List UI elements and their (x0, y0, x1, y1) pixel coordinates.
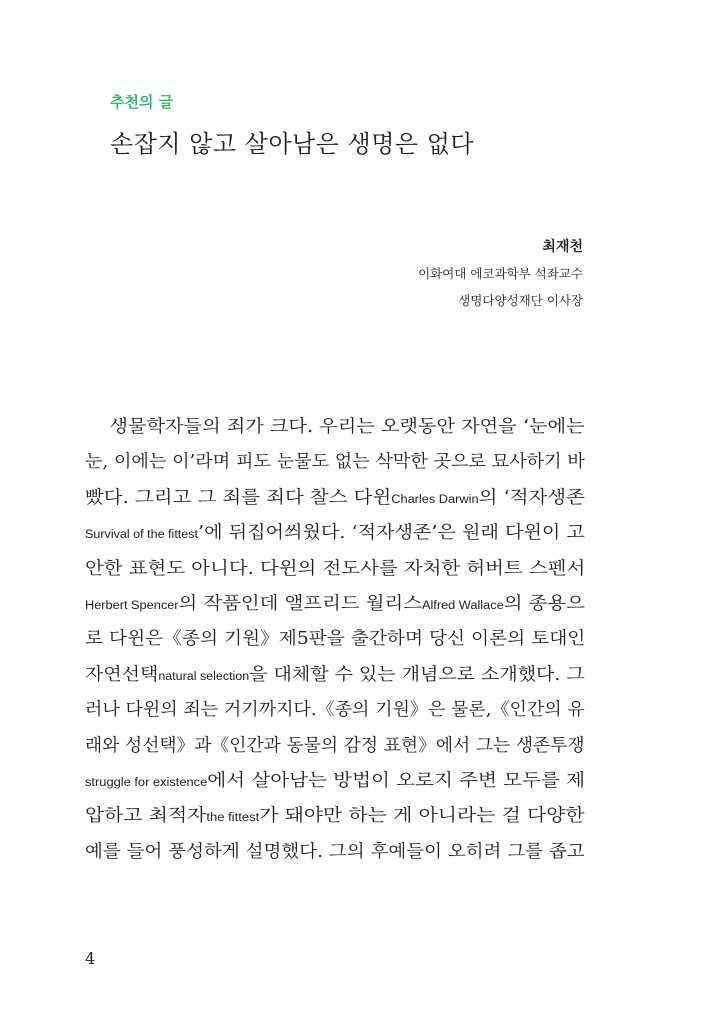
author-affiliation: 생명다양성재단 이사장 (458, 293, 583, 308)
text-segment: 러나 다윈의 죄는 거기까지다.《종의 기원》은 물론,《인간의 유 (85, 700, 585, 721)
english-gloss: struggle for existence (85, 776, 208, 789)
text-segment: 의 ‘적자생존 (478, 487, 585, 508)
text-line (85, 799, 585, 834)
text-line (85, 445, 585, 480)
author-affiliation: 이화여대 에코과학부 석좌교수 (418, 266, 583, 281)
text-line (85, 658, 585, 693)
english-gloss: the fittest (206, 812, 260, 825)
text-segment: ’에 뒤집어씌웠다. ‘적자생존’은 원래 다윈이 고 (198, 523, 585, 544)
text-line (85, 764, 585, 799)
section-label: 추천의 글 (110, 93, 174, 111)
text-segment: 안한 표현도 아니다. 다윈의 전도사를 자처한 허버트 스펜서 (85, 558, 586, 579)
text-segment: 눈, 이에는 이’라며 피도 눈물도 없는 삭막한 곳으로 묘사하기 바 (85, 452, 585, 473)
text-segment: 압하고 최적자 (85, 806, 207, 827)
text-segment: 빴다. 그리고 그 죄를 죄다 찰스 다윈 (85, 487, 392, 508)
page-number: 4 (85, 949, 96, 968)
text-line (85, 622, 585, 657)
text-segment: 자연선택 (85, 664, 159, 685)
text-segment: 의 작품인데 앨프리드 월리스 (178, 593, 422, 614)
text-segment: 래와 성선택》과《인간과 동물의 감정 표현》에서 그는 생존투쟁 (85, 735, 585, 756)
body-text (85, 410, 585, 870)
text-line (85, 587, 585, 622)
author-name: 최재천 (542, 239, 583, 255)
page-title: 손잡지 않고 살아남은 생명은 없다 (110, 130, 475, 158)
text-segment: 생물학자들의 죄가 크다. 우리는 오랫동안 자연을 ‘눈에는 (85, 417, 585, 437)
text-segment: 가 돼야만 하는 게 아니라는 걸 다양한 (259, 806, 585, 827)
text-line (85, 693, 585, 728)
text-segment: 을 대체할 수 있는 개념으로 소개했다. 그 (249, 664, 585, 685)
english-gloss: Herbert Spencer (85, 599, 179, 612)
text-segment: 의 종용으 (503, 593, 585, 614)
english-gloss: Alfred Wallace (421, 599, 504, 612)
text-line (85, 410, 585, 445)
english-gloss: natural selection (158, 670, 250, 683)
english-gloss: Charles Darwin (391, 493, 479, 506)
text-segment: 로 다윈은《종의 기원》제5판을 출간하며 당신 이론의 토대인 (85, 629, 586, 650)
text-segment: 예를 들어 풍성하게 설명했다. 그의 후예들이 오히려 그를 좁고 (85, 841, 585, 862)
text-line (85, 729, 585, 764)
text-line (85, 516, 585, 551)
english-gloss: Survival of the fittest (85, 529, 199, 542)
text-segment: 에서 살아남는 방법이 오로지 주변 모두를 제 (207, 770, 585, 791)
text-line (85, 552, 585, 587)
text-line (85, 835, 585, 870)
text-line (85, 481, 585, 516)
